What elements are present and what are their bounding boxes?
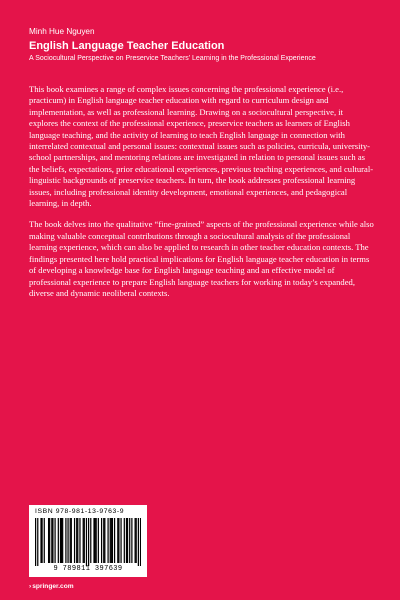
barcode-bar bbox=[117, 518, 118, 563]
book-title: English Language Teacher Education bbox=[29, 40, 225, 52]
website-label: springer.com bbox=[32, 583, 74, 590]
blurb bbox=[29, 84, 374, 309]
barcode-bar bbox=[61, 518, 62, 563]
barcode-bar bbox=[104, 518, 105, 563]
barcode-bar bbox=[76, 518, 77, 563]
barcode-bar bbox=[93, 518, 94, 563]
barcode-bar bbox=[135, 518, 136, 563]
blurb-paragraph: This book examines a range of complex issues concerning the professional experience (i.e., practicum) in English language teacher education with regard to curriculum design and implementation, as well as professional learning. Drawing on a sociocultural perspective, it explores the context of the professional experience, preservice teachers as learners of English language teaching, and the activity of learning to teach English language in connection with interrelated contextual and personal issues: contextual issues such as policies, curricula, university-school partnerships, and mentoring relations are investigated in relation to personal issues such as the beliefs, expectations, prior educational experiences, previous teaching experiences, and cultural-linguistic backgrounds of preservice teachers. In turn, the book addresses professional learning issues, including professional identity development, emotional experiences, and pedagogical learning, in depth. bbox=[29, 84, 374, 209]
barcode-bar bbox=[67, 518, 68, 563]
isbn-label: ISBN 978-981-13-9763-9 bbox=[35, 508, 125, 515]
barcode-bar bbox=[86, 518, 87, 566]
barcode-bar bbox=[48, 518, 49, 563]
barcode-bar bbox=[37, 518, 38, 566]
barcode-bar bbox=[40, 518, 41, 563]
barcode-bar bbox=[41, 518, 42, 563]
barcode-bar bbox=[101, 518, 102, 563]
barcode-bar bbox=[79, 518, 80, 563]
barcode-bar bbox=[83, 518, 84, 563]
barcode-bar bbox=[140, 518, 141, 566]
barcode-bar bbox=[112, 518, 113, 563]
barcode-bar bbox=[111, 518, 112, 563]
barcode-bar bbox=[98, 518, 99, 563]
barcode-bar bbox=[49, 518, 50, 563]
barcode-bar bbox=[90, 518, 91, 563]
barcode-bar bbox=[127, 518, 128, 563]
chevron-right-icon: › bbox=[29, 583, 32, 590]
barcode-bar bbox=[65, 518, 66, 563]
barcode-bar bbox=[74, 518, 75, 563]
author-name: Minh Hue Nguyen bbox=[29, 27, 95, 36]
barcode-bar bbox=[60, 518, 61, 563]
barcode-bar bbox=[35, 518, 36, 566]
barcode-bar bbox=[103, 518, 104, 563]
barcode-bar bbox=[110, 518, 111, 563]
barcode-bar bbox=[138, 518, 139, 566]
barcode-bar bbox=[120, 518, 121, 563]
barcode-bar bbox=[94, 518, 95, 563]
barcode-bar bbox=[129, 518, 130, 563]
barcode-bar bbox=[71, 518, 72, 563]
barcode-bar bbox=[62, 518, 63, 563]
publisher-website[interactable] bbox=[29, 583, 74, 590]
barcode-bar bbox=[131, 518, 132, 563]
barcode-digits: 9 789811 397639 bbox=[53, 565, 123, 573]
barcode-bar bbox=[51, 518, 52, 563]
barcode-bar bbox=[126, 518, 127, 563]
barcode-panel bbox=[29, 505, 147, 577]
barcode-bar bbox=[136, 518, 137, 563]
barcode-bar bbox=[58, 518, 59, 563]
barcode-bar bbox=[107, 518, 108, 563]
cover-header bbox=[29, 26, 374, 64]
barcode-bar bbox=[96, 518, 97, 563]
barcode-bar bbox=[88, 518, 89, 566]
barcode-bar bbox=[52, 518, 53, 563]
book-subtitle: A Sociocultural Perspective on Preservice Teachers’ Learning in the Professional Experience bbox=[29, 55, 316, 62]
barcode-bar bbox=[70, 518, 71, 563]
barcode-bar bbox=[77, 518, 78, 563]
barcode-bar bbox=[84, 518, 85, 563]
barcode-bar bbox=[114, 518, 115, 563]
barcode-bar bbox=[54, 518, 55, 563]
barcode-bar bbox=[124, 518, 125, 563]
barcode-bar bbox=[118, 518, 119, 563]
barcode-bar bbox=[44, 518, 45, 563]
barcode-icon bbox=[35, 518, 141, 566]
blurb-paragraph: The book delves into the qualitative “fine-grained” aspects of the professional experience while also making valuable conceptual contributions through a sociocultural analysis of the professional learning experience, which can also be applied to research in other teacher education contexts. The findings presented here hold practical implications for English language teacher education in terms of developing a knowledge base for English language teaching and an effective model of professional experience to prepare English language teachers for working in today’s expanded, diverse and dynamic neoliberal contexts. bbox=[29, 219, 374, 298]
